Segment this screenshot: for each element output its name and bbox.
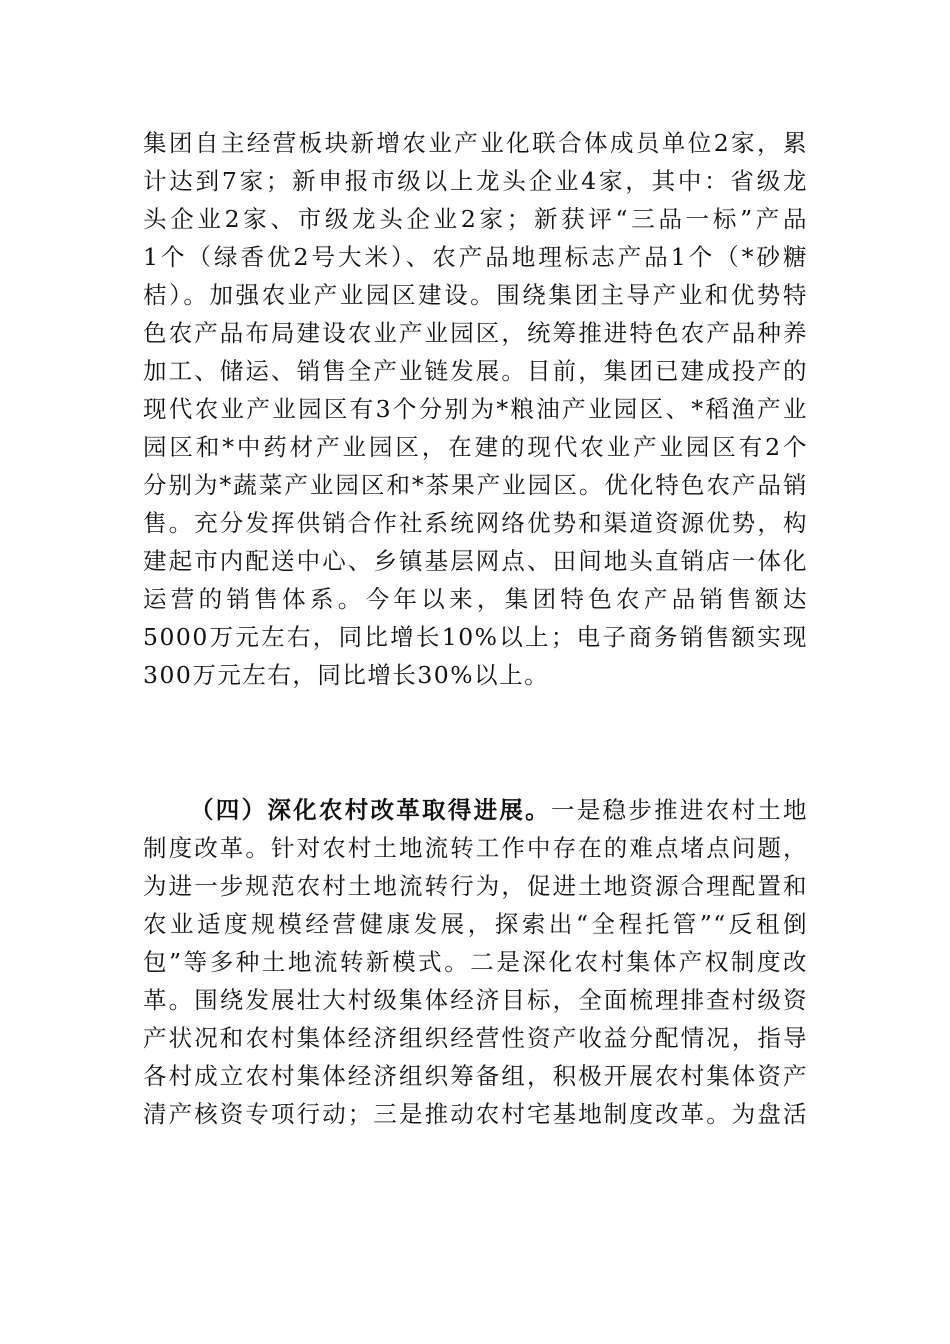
text-line: 加工、储运、销售全产业链发展。目前，集团已建成投产的	[143, 357, 808, 385]
text-line: 计达到7家；新申报市级以上龙头企业4家，其中：省级龙	[143, 167, 808, 195]
section-heading: （四）深化农村改革取得进展。	[190, 796, 551, 824]
text-line: 分别为*蔬菜产业园区和*茶果产业园区。优化特色农产品销	[143, 471, 808, 499]
paragraph-rural-reform	[143, 791, 808, 1133]
text-line: 300万元左右，同比增长30%以上。	[143, 661, 550, 689]
text-line: 5000万元左右，同比增长10%以上；电子商务销售额实现	[143, 623, 808, 651]
text-line: 园区和*中药材产业园区，在建的现代农业产业园区有2个	[143, 433, 808, 461]
text-line: 各村成立农村集体经济组织筹备组，积极开展农村集体资产	[143, 1062, 808, 1090]
text-line-with-heading	[143, 791, 808, 829]
paragraph-agri-industrialization	[143, 124, 808, 694]
text-line: 包”等多种土地流转新模式。二是深化农村集体产权制度改	[143, 948, 808, 976]
text-line: 头企业2家、市级龙头企业2家；新获评“三品一标”产品	[143, 205, 808, 233]
text-line: 1个（绿香优2号大米）、农产品地理标志产品1个（*砂糖	[143, 243, 808, 271]
text-line: 革。围绕发展壮大村级集体经济目标，全面梳理排查村级资	[143, 986, 808, 1014]
text-line: 清产核资专项行动；三是推动农村宅基地制度改革。为盘活	[143, 1100, 808, 1128]
text-line: 为进一步规范农村土地流转行为，促进土地资源合理配置和	[143, 872, 808, 900]
text-line: 色农产品布局建设农业产业园区，统筹推进特色农产品种养	[143, 319, 808, 347]
text-fragment: 一是稳步推进农村土地	[550, 796, 809, 824]
text-line: 桔）。加强农业产业园区建设。围绕集团主导产业和优势特	[143, 281, 808, 309]
text-line: 售。充分发挥供销合作社系统网络优势和渠道资源优势，构	[143, 509, 808, 537]
text-line: 产状况和农村集体经济组织经营性资产收益分配情况，指导	[143, 1024, 808, 1052]
text-line: 现代农业产业园区有3个分别为*粮油产业园区、*稻渔产业	[143, 395, 808, 423]
text-line: 集团自主经营板块新增农业产业化联合体成员单位2家，累	[143, 129, 808, 157]
text-line: 制度改革。针对农村土地流转工作中存在的难点堵点问题，	[143, 834, 808, 862]
text-line: 建起市内配送中心、乡镇基层网点、田间地头直销店一体化	[143, 547, 808, 575]
text-line: 运营的销售体系。今年以来，集团特色农产品销售额达	[143, 585, 808, 613]
text-line: 农业适度规模经营健康发展，探索出“全程托管”“反租倒	[143, 910, 808, 938]
